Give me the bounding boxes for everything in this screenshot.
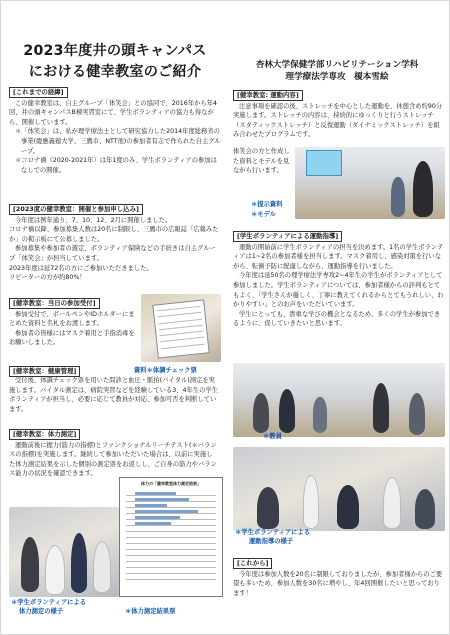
reception-p1: 参加受付で、ボールペンやIDホルダーにまとめた資料と名札をお渡します。 bbox=[9, 310, 135, 328]
lecture-photo bbox=[233, 363, 445, 437]
future-section bbox=[233, 558, 445, 598]
lecture-caption: ＊教員 bbox=[263, 433, 282, 440]
health-section bbox=[9, 366, 221, 414]
result-sheet-caption: ＊体力測定結果票 bbox=[125, 608, 176, 615]
future-heading: [これから] bbox=[233, 558, 272, 569]
volunteer-p3: 学生にとっても、貴重な学びの機会となるため、多くの学生が参加できるように、促していきたいと思います。 bbox=[233, 310, 441, 328]
overview-p5: リピーターの方が約80%！ bbox=[9, 274, 86, 282]
exercise-heading: [健幸教室: 運動内容] bbox=[233, 90, 303, 101]
volunteer-p1: 運動の開始前に学生ボランティアの担当を決めます。1名の学生ボランティアは1~2名の参加者様を担当します。マスク着用し、感染対策を行いながら、転倒予防に配慮しながら、運動指導を行いました。 bbox=[233, 243, 444, 270]
page-title: 2023年度井の頭キャンパス における健幸教室のご紹介 bbox=[23, 43, 207, 80]
history-body: この健幸教室は、自主グループ「体笑会」との協同で、2016年から年4回、井の頭キャンパスB棟実習室にて、学生ボランティアの協力も得ながら、開催しています。 bbox=[9, 99, 218, 126]
exercise-note bbox=[233, 147, 291, 176]
overview-p2: コロナ禍以降、参加募集人数は20名に制限し、三鷹市の広報誌「広報みたか」の掲示板にて公募しました。 bbox=[9, 226, 219, 243]
result-sheet-grid bbox=[126, 490, 216, 580]
check-sheet-image bbox=[152, 299, 209, 358]
measurement-photo-caption: ＊学生ボランティアによる 体力測定の様子 bbox=[11, 599, 87, 615]
measurement-result-sheet bbox=[119, 477, 223, 597]
measure-section bbox=[9, 429, 221, 479]
exercise-caption-model: ＊モデル bbox=[251, 211, 276, 218]
overview-heading: [2023度の健幸教室：開催と参加申し込み] bbox=[9, 204, 143, 215]
measurement-photo bbox=[9, 507, 119, 597]
health-caption: 資料＊体調チェック票 bbox=[134, 367, 197, 374]
future-p1: 今年度は参加人数を20名に制限しておりましたが、参加者様からのご要望も多いため、参加人数を30名に増やし、年4回開催したいと思っております！ bbox=[233, 570, 443, 597]
reception-heading: [健幸教室：当日の参加受付] bbox=[9, 298, 100, 309]
volunteer-p2: 今年度は延50名の理学療法学専攻2~4年生の学生がボランティアとして参加しました。学生ボランティアについては、参加者様からの評判もとてもよく、「学生さんが優しく、丁寧に教えてくれるからとてもうれしい、わかりやすい」とのお声をいただいています。 bbox=[233, 272, 444, 309]
history-heading: [これまでの経緯] bbox=[9, 87, 68, 98]
health-p1: 受付後、体調チェック票を用いた問診と血圧・脈拍(バイタル)測定を実施します。バイタル測定は、病院実習などを経験している3、4年生の学生ボランティアが担当し、必要に応じて教員が対応、参加可否を判断しています。 bbox=[9, 377, 219, 413]
history-bullet-2: ＊コロナ禍（2020-2021年）は年1度のみ、学生ボランティアの参加はなしでの開催。 bbox=[15, 157, 217, 174]
exercise-caption-material: ＊提示資料 bbox=[251, 201, 283, 208]
exercise-p1: 注意事項を確認の後、ストレッチを中心とした運動を、休憩含め約90分実施します。ストレッチの内容は、持続的にゆっくりと行うストレッチ（スタティックストレッチ）と反復運動（ダイナミックストレッチ）を組み合わせたプログラムです。 bbox=[233, 102, 443, 139]
history-bullet-1: ＊「体笑会」は、私が理学療法士として研究協力した2014年度総務省の事業(慶應義塾大学、三鷹市、NTT他)の参加者有志で作られた自主グループ。 bbox=[15, 128, 221, 155]
exercise-p2: 体笑会の方と作成した資料とモデルを見ながら行います。 bbox=[233, 148, 290, 175]
overview-p1: 今年度は例年通り、7、10、12、2月に開催しました。 bbox=[15, 216, 172, 224]
author-affiliation: 杏林大学保健学部リハビリテーション学科 理学療法学専攻 榎本雪絵 bbox=[255, 60, 419, 82]
volunteer-heading: [学生ボランティアによる運動指導] bbox=[233, 231, 342, 242]
volunteer-section bbox=[233, 231, 445, 329]
health-heading: [健幸教室：健康管理] bbox=[9, 366, 80, 377]
guidance-photo bbox=[233, 447, 445, 531]
result-sheet-title: 体力の「健幸教室体力測定結果」 bbox=[141, 481, 201, 486]
overview-p3: 参加募集や参加者の選定、ボランティア保険などの手続きは自主グループ「体笑会」が担当しています。 bbox=[9, 245, 216, 262]
measure-p1: 運動前後に握力(筋力の指標)とファンクショナルリーチテスト(＊バランスの指標)を実施します。継続して参加いただいた場合は、以前に実施した体力測定結果を示した個別の測定票をお返しし、ご自身の筋力やバランス能力の状況を確認できます。 bbox=[9, 441, 217, 478]
reception-section bbox=[9, 298, 139, 348]
overview-p4: 2023年度は延72名の方にご参加いただきました。 bbox=[9, 264, 153, 272]
history-section bbox=[9, 87, 221, 175]
measure-heading: [健幸教室：体力測定] bbox=[9, 429, 80, 440]
guidance-caption: ＊学生ボランティアによる 運動指導の様子 bbox=[235, 529, 311, 545]
reception-p2: 参加者の皆様にはマスク着用と手指消毒をお願いしました。 bbox=[9, 329, 135, 347]
exercise-section bbox=[233, 90, 445, 140]
overview-section bbox=[9, 204, 221, 283]
display-slide bbox=[306, 150, 342, 176]
reception-photo bbox=[141, 294, 221, 362]
